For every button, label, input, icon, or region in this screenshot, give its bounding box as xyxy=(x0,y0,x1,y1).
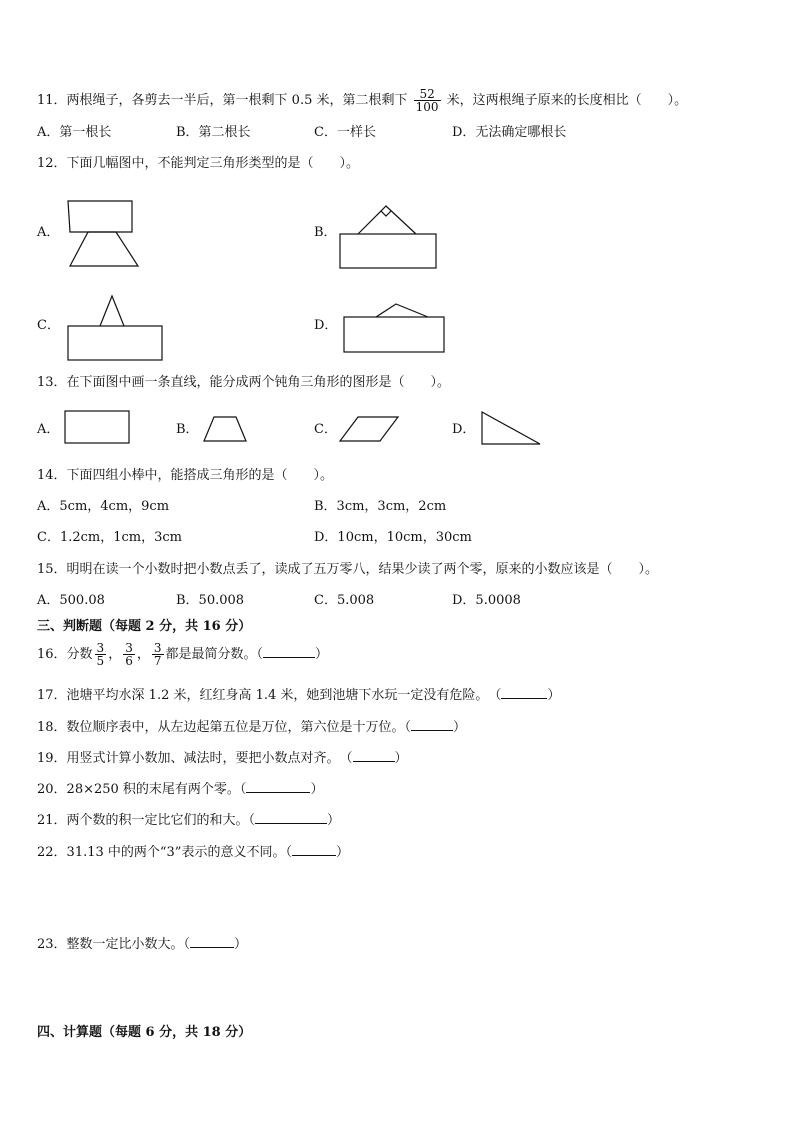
q15-option-b: B．50.008 xyxy=(176,593,245,608)
q14-option-a: A．5cm，4cm，9cm xyxy=(37,499,170,514)
question-14: 14．下面四组小棒中，能搭成三角形的是（ ）。 xyxy=(37,468,334,483)
q13-figure-rectangle xyxy=(62,408,134,448)
question-11-text-after: 米，这两根绳子原来的长度相比（ ）。 xyxy=(446,93,688,108)
q13-label-c: C． xyxy=(314,422,337,437)
answer-blank-18[interactable] xyxy=(411,718,453,731)
fraction-3-5: $\frac{3}{5}$ xyxy=(96,641,105,668)
question-11-text-before: 11．两根绳子，各剪去一半后，第一根剩下 0.5 米，第二根剩下 xyxy=(37,93,408,108)
question-17: 17．池塘平均水深 1.2 米，红红身高 1.4 米，她到池塘下水玩一定没有危险。 （ ） xyxy=(37,688,561,703)
q15-option-d: D．5.0008 xyxy=(452,593,521,608)
q12-figure-d xyxy=(340,300,450,358)
q13-figure-right-triangle xyxy=(478,408,544,448)
answer-blank-20[interactable] xyxy=(246,780,310,793)
fraction-numerator: 52 xyxy=(414,88,441,101)
question-15: 15．明明在读一个小数时把小数点丢了，读成了五万零八，结果少读了两个零，原来的小数应该是（ ）。 xyxy=(37,562,659,577)
answer-blank-19[interactable] xyxy=(353,749,395,762)
answer-blank-21[interactable] xyxy=(255,811,327,824)
question-23: 23．整数一定比小数大。（ ） xyxy=(37,937,248,952)
fraction-3-7: $\frac{3}{7}$ xyxy=(153,641,162,668)
question-16-prefix: 16．分数 xyxy=(37,647,93,662)
answer-blank-17[interactable] xyxy=(501,686,547,699)
q13-label-a: A． xyxy=(37,422,60,437)
q12-label-c: C． xyxy=(37,318,60,333)
question-22: 22．31.13 中的两个“3”表示的意义不同。（ ） xyxy=(37,845,349,860)
q12-figure-a xyxy=(62,196,142,272)
q11-option-a: A．第一根长 xyxy=(37,125,112,140)
q12-label-b: B． xyxy=(314,225,337,240)
q12-figure-c xyxy=(64,292,168,364)
question-18: 18．数位顺序表中，从左边起第五位是万位，第六位是十万位。（ ） xyxy=(37,720,467,735)
answer-blank-23[interactable] xyxy=(190,935,234,948)
q13-label-d: D． xyxy=(452,422,476,437)
question-12: 12．下面几幅图中，不能判定三角形类型的是（ ）。 xyxy=(37,156,360,171)
question-21: 21．两个数的积一定比它们的和大。（ ） xyxy=(37,813,341,828)
section-4-heading: 四、计算题（每题 6 分，共 18 分） xyxy=(37,1025,252,1040)
q13-label-b: B． xyxy=(176,422,199,437)
question-19: 19．用竖式计算小数加、减法时，要把小数点对齐。 （ ） xyxy=(37,751,408,766)
fraction-52-100 xyxy=(414,88,441,113)
question-16: 16．分数 $\frac{3}{5}$ ， $\frac{3}{6}$ ， $\frac{3}{7}$ 都是最简分数。（ ） xyxy=(37,641,329,668)
question-16-suffix: 都是最简分数。（ xyxy=(165,647,264,662)
q14-option-c: C．1.2cm，1cm，3cm xyxy=(37,530,182,545)
fraction-3-6: $\frac{3}{6}$ xyxy=(125,641,133,668)
fraction-denominator: 100 xyxy=(415,100,439,114)
q15-option-a: A．500.08 xyxy=(37,593,105,608)
q14-option-d: D．10cm，10cm，30cm xyxy=(314,530,472,545)
q11-option-b: B．第二根长 xyxy=(176,125,251,140)
q15-option-c: C．5.008 xyxy=(314,593,375,608)
q13-figure-trapezoid xyxy=(200,414,252,444)
question-20: 20．28×250 积的末尾有两个零。（ ） xyxy=(37,782,324,797)
question-11 xyxy=(37,88,687,113)
answer-blank-22[interactable] xyxy=(292,843,336,856)
q12-label-a: A． xyxy=(37,225,60,240)
q11-option-c: C．一样长 xyxy=(314,125,376,140)
q13-figure-parallelogram xyxy=(338,414,402,444)
q11-option-d: D．无法确定哪根长 xyxy=(452,125,567,140)
q12-figure-b xyxy=(336,200,440,272)
section-3-heading: 三、判断题（每题 2 分，共 16 分） xyxy=(37,619,252,634)
q14-option-b: B．3cm，3cm，2cm xyxy=(314,499,447,514)
q12-label-d: D． xyxy=(314,318,338,333)
answer-blank-16[interactable] xyxy=(263,645,315,658)
question-13: 13．在下面图中画一条直线，能分成两个钝角三角形的图形是（ ）。 xyxy=(37,375,451,390)
